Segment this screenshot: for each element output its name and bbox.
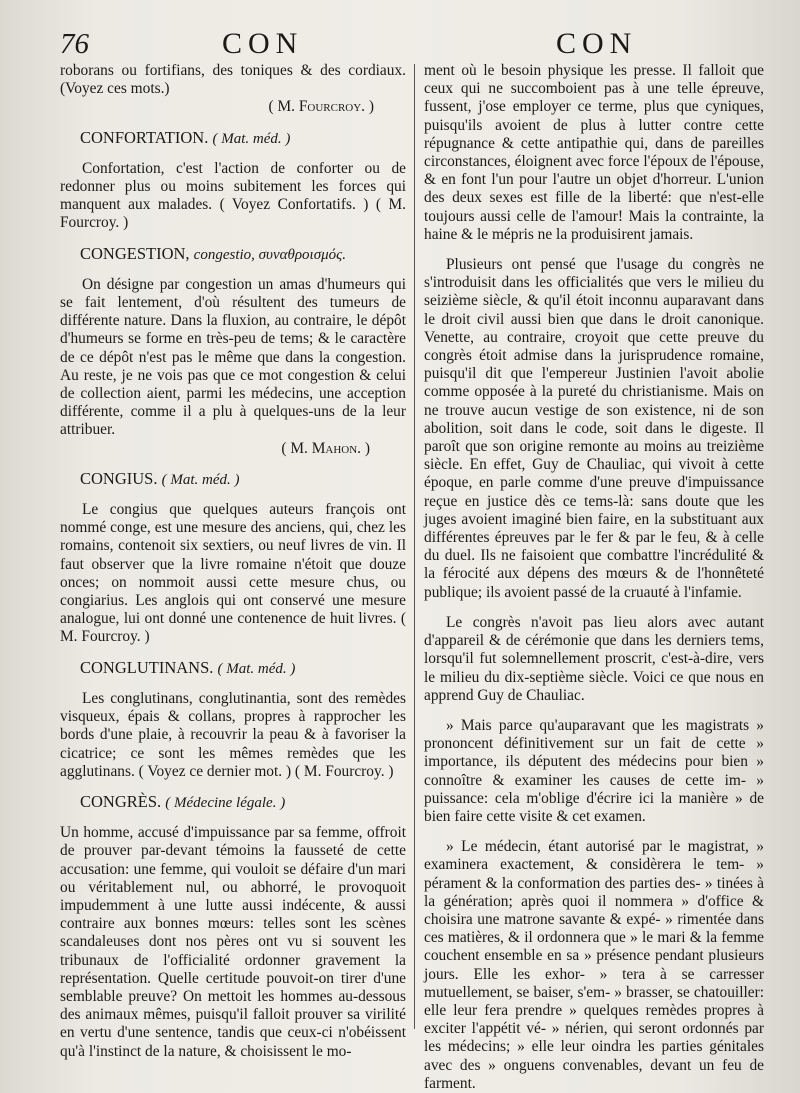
- paragraph: Plusieurs ont pensé que l'usage du congrès ne s'introduisit dans les officialités que vers le milieu du seizième siècle, & qu'il étoit inconnu auparavant dans le droit civil aussi bien que dans le droit canonique. Venette, au contraire, croyoit que cette preuve du congrès étoit admise dans la jurisprudence romaine, puisqu'il dit que l'empereur Justinien l'avoit abolie comme opposée à la pureté du christianisme. Mais on ne trouve aucun vestige de son existence, ni de son abolition, soit dans le code, soit dans le digeste. Il paroît que son origine remonte au moins au treizième siècle. En effet, Guy de Chauliac, qui vivoit à cette époque, en parle comme d'une preuve d'impuissance reçue en justice dès ce tems-là: sans doute que les juges avoient imaginé bien faire, en la substituant aux différentes épreuves par le fer & par le feu, & à celle du duel. Ils ne faisoient que combattre l'incrédulité & la férocité aux dépens des mœurs & de l'honnêteté publique; ils avoient passé de la cruauté à l'infamie.: [424, 256, 764, 601]
- running-header-left: CON: [222, 27, 304, 60]
- quotation: » Le médecin, étant autorisé par le magistrat, » examinera exactement, & considèrera le tem- » pérament & la conformation des parties des- » tinées à la génération; après quoi il nommera » d'office & choisira une matrone savante & expé- » rimentée dans ces matières, & il ordonnera que » le mari & la femme couchent ensemble en sa » présence pendant plusieurs jours. Elle les exhor- » tera à se carresser mutuellement, se baiser, s'em- » brasser, se chatouiller: elle leur fera prendre » quelques remèdes propres à exciter l'appétit vé- » nérien, qui seront ordonnés par les médecins; » elle leur oindra les parties génitales avec des » onguens convenables, devant un feu de farment.: [424, 838, 764, 1092]
- entry-heading: CONGLUTINANS. ( Mat. méd. ): [80, 657, 296, 677]
- entry-heading: CONGRÈS. ( Médecine légale. ): [80, 791, 286, 811]
- paragraph: roborans ou fortifians, des toniques & des cordiaux. (Voyez ces mots.): [60, 62, 406, 98]
- right-column: [424, 62, 764, 1093]
- entry-heading: CONFORTATION. ( Mat. méd. ): [80, 127, 291, 147]
- paragraph: On désigne par congestion un amas d'humeurs qui se fait lentement, d'où résultent des tumeurs de différente nature. Dans la fluxion, au contraire, le dépôt d'humeurs se forme en très-peu de tems; & le caractère de ce dépôt n'est pas le même que dans la congestion. Au reste, je ne vois pas que ce mot congestion & celui de collection aient, parmi les médecins, une acception différente, comme il a plu à quelques-uns de la leur attribuer.: [60, 275, 406, 439]
- entry-heading: CONGESTION, congestio, συναθροισμός.: [80, 243, 346, 263]
- paragraph: ment où le besoin physique les presse. Il falloit que ceux qui ne succomboient pas à une telle épreuve, fussent, j'ose employer ce terme, plus que cyniques, puisqu'ils avoient de plus à lutter contre cette répugnance & cette antipathie qui, dans de pareilles circonstances, éloignent avec force l'époux de l'épouse, & en font l'un pour l'autre un objet d'horreur. L'union des deux sexes est fille de la liberté: que n'est-elle toujours aussi celle de l'amour! Mais la contrainte, la haine & le mépris ne la produisirent jamais.: [424, 62, 764, 243]
- signature: ( M. Mahon. ): [281, 439, 370, 457]
- paragraph: Le congrès n'avoit pas lieu alors avec autant d'appareil & de cérémonie que dans les derniers tems, lorsqu'il fut solemnellement proscrit, c'est-à-dire, vers le milieu du dix-septième siècle. Voici ce que nous en apprend Guy de Chauliac.: [424, 613, 764, 704]
- paragraph: Le congius que quelques auteurs françois ont nommé conge, est une mesure des anciens, qui, chez les romains, contenoit six sextiers, ou neuf livres de vin. Il faut observer que la livre romaine n'étoit que douze onces; on nommoit aussi cette mesure chus, ou congiarius. Les anglois qui ont conservé une mesure analogue, lui ont donné une contenence de huit livres. ( M. Fourcroy. ): [60, 501, 406, 646]
- signature: ( M. Fourcroy. ): [268, 98, 374, 116]
- left-column: [60, 62, 406, 1061]
- entry-heading: CONGIUS. ( Mat. méd. ): [80, 468, 240, 488]
- quotation: » Mais parce qu'auparavant que les magistrats » prononcent définitivement sur un fait de cette » importance, ils députent des médecins pour bien » connoître & examiner les causes de cette im- » puissance: cela m'oblige d'écrire ici la manière » de bien faire cette visite & cet examen.: [424, 716, 764, 825]
- column-divider: [414, 64, 415, 1029]
- paragraph: Confortation, c'est l'action de conforter ou de redonner plus ou moins subitement les forces qui manquent aux malades. ( Voyez Confortatifs. ) ( M. Fourcroy. ): [60, 159, 406, 232]
- page-number: 76: [60, 28, 89, 60]
- paragraph: Un homme, accusé d'impuissance par sa femme, offroit de prouver par-devant témoins la fausseté de cette accusation: une femme, qui vouloit se défaire d'un mari ou véritablement nul, ou abhorré, le provoquoit impudemment à une lutte aussi indécente, & aussi contraire aux bonnes mœurs: telles sont les scènes scandaleuses dont nos pères ont vu si souvent les tribunaux de l'officialité ordonner gravement la représentation. Quelle certitude pouvoit-on tirer d'une semblable preuve? On mettoit les hommes au-dessous des animaux mêmes, puisqu'il falloit prouver sa virilité en vertu d'une sentence, tandis que ceux-ci n'obéissent qu'à l'instinct de la nature, & choisissent le mo-: [60, 824, 406, 1060]
- running-header-right: CON: [556, 27, 638, 60]
- paragraph: Les conglutinans, conglutinantia, sont des remèdes visqueux, épais & collans, propres à rapprocher les bords d'une plaie, à recouvrir la peau & à favoriser la cicatrice; ce sont les mêmes remèdes que les agglutinans. ( Voyez ce dernier mot. ) ( M. Fourcroy. ): [60, 689, 406, 780]
